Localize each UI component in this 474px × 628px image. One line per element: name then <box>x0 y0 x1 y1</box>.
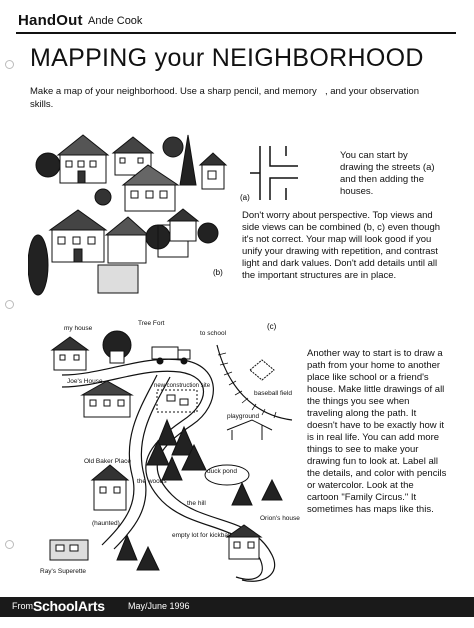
figure-label-a: (a) <box>240 193 250 202</box>
map-label-superette: Ray's Superette <box>40 568 87 575</box>
map-label-orions-house: Orion's house <box>260 515 300 522</box>
map-label-playground: playground <box>227 413 260 420</box>
map-label-construction: new construction site <box>154 383 211 389</box>
figure-label-b: (b) <box>213 268 223 277</box>
intro-text-continued: , and your observation <box>325 86 420 97</box>
map-label-woods: the woods <box>137 478 167 485</box>
punch-hole <box>5 60 14 69</box>
map-label-empty-lot: empty lot for kickball <box>172 532 231 539</box>
streets-illustration <box>238 138 338 208</box>
map-label-joes-house: Joe's House <box>67 378 103 385</box>
footer-from: From <box>12 601 33 611</box>
page-title: MAPPING your NEIGHBORHOOD <box>30 44 424 72</box>
paragraph-streets: You can start by drawing the streets (a) and then adding the houses. <box>340 150 435 197</box>
header-rule <box>16 32 456 34</box>
handout-label: HandOut <box>18 12 83 29</box>
houses-illustration <box>28 125 240 300</box>
footer-bar <box>0 597 474 617</box>
neighborhood-map <box>22 315 304 590</box>
map-label-my-house: my house <box>64 325 93 332</box>
map-label-hill: the hill <box>187 500 206 507</box>
footer-date: May/June 1996 <box>128 601 190 611</box>
map-label-haunted: (haunted) <box>92 520 120 527</box>
intro-text: Make a map of your neighborhood. Use a sharp pencil, and memory skills. <box>30 86 317 110</box>
punch-hole <box>5 300 14 309</box>
footer-brand-logo: SchoolArts <box>33 598 105 614</box>
map-label-baseball: baseball field <box>254 390 292 397</box>
paragraph-perspective: Don't worry about perspective. Top views and side views can be combined (b, c) even though it's not correct. Your map will look good if you unify your drawing with repetition, and contrast light and dark values. Don't add details until all the important structures are in place. <box>242 210 441 281</box>
map-label-old-baker: Old Baker Place <box>84 458 131 465</box>
author-name: Ande Cook <box>88 15 143 27</box>
figure-label-c: (c) <box>267 322 277 331</box>
map-label-school: to school <box>200 330 227 337</box>
paragraph-path: Another way to start is to draw a path from your home to another place like school or a friend's house. Make little drawings of all the things you see when traveling along the path. It doesn't have to be exactly how it is in real life. You can add more things to see to make your drawing fun to look at. Label all the details, and color with pencils or watercolor. Look at the cartoon "Family Circus." It sometimes has maps like this. <box>307 348 447 515</box>
punch-hole <box>5 540 14 549</box>
map-label-duck-pond: duck pond <box>207 468 237 475</box>
map-label-tree-fort: Tree Fort <box>138 320 165 327</box>
